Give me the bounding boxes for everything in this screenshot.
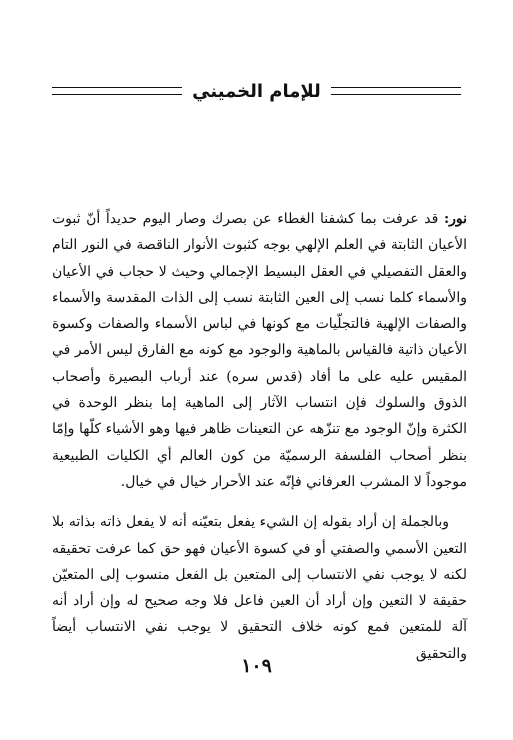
paragraph-1-text: قد عرفت بما كشفنا الغطاء عن بصرك وصار اليوم حديداً أنّ ثبوت الأعيان الثابتة في العلم الإلهي بوجه كثبوت الأنوار الناقصة في النور التام والعقل التفصيلي في العقل البسيط الإجمالي وحيث لا حجاب في الأعيان والأسماء كلما نسب إلى العين الثابتة نسب إلى الذات المقدسة والأسماء والصفات الإلهية فالتجلّيات مع كونها في لباس الأسماء والصفات وكسوة الأعيان ذاتية فالقياس بالماهية والوجود مع كونه مع الفارق ليس الأمر في المقيس عليه على ما أفاد (قدس سره) عند أرباب البصيرة وأصحاب الذوق والسلوك فإن انتساب الآثار إلى الماهية إما بنظر الوحدة في الكثرة وإنّ الوجود مع تنزّهه عن التعينات ظاهر فيها وهو الأشياء كلّها وإمّا بنظر أصحاب الفلسفة الرسميّة من كون العالم أي الكليات الطبيعية موجوداً لا المشرب العرفاني فإنّه عند الأحرار خيال في خيال. [52,211,467,490]
header-rule-left [52,87,182,95]
paragraph-1 [52,206,467,495]
header-rule-right [331,87,461,95]
header-title: للإمام الخميني [192,80,321,102]
running-header [52,78,461,104]
page-number: ١٠٩ [241,655,272,677]
page-body [52,206,467,667]
paragraph-1-lead: نور: [443,211,467,227]
paragraph-2: وبالجملة إن أراد بقوله إن الشيء يفعل بتعيّنه أنه لا يفعل ذاته بذاته بلا التعين الأسمي والصفتي أو في كسوة الأعيان فهو حق كما عرفت تحقيقه لكنه لا يوجب نفي الانتساب إلى المتعين بل الفعل منسوب إلى المتعيّن حقيقة لا التعين وإن أراد أن العين فاعل فلا وجه صحيح له وإن أراد أنه آلة للمتعين فمع كونه خلاف التحقيق لا يوجب نفي الانتساب أيضاً والتحقيق [52,514,467,662]
